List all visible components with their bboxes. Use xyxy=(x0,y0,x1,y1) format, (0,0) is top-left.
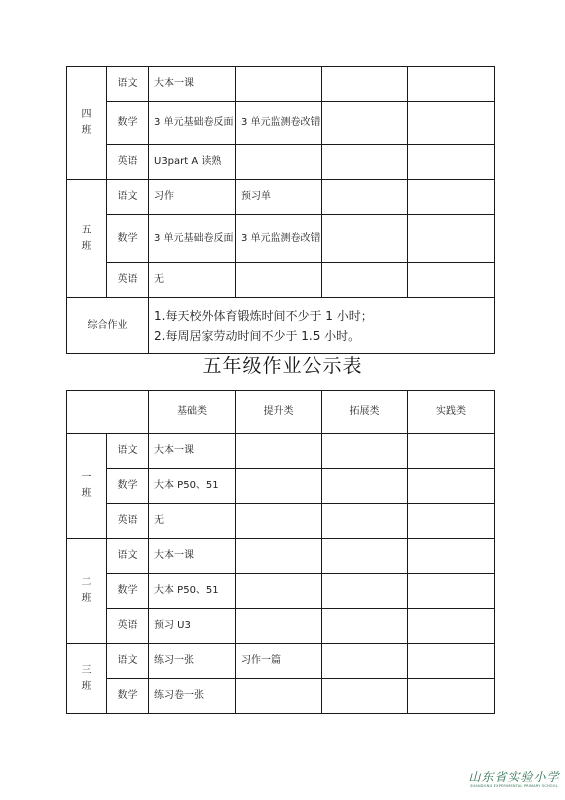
table-row xyxy=(67,644,495,679)
class-label-bottom: 班 xyxy=(81,488,92,499)
extend-cell xyxy=(322,102,408,145)
improve-cell xyxy=(236,679,322,714)
class-label-bottom: 班 xyxy=(81,680,92,692)
subject-cell: 语文 xyxy=(107,539,149,574)
subject-cell: 语文 xyxy=(107,434,149,469)
class-label-5 xyxy=(67,180,107,298)
practice-cell xyxy=(408,145,495,180)
subject-cell: 英语 xyxy=(107,145,149,180)
table-row xyxy=(67,434,495,469)
extend-cell xyxy=(322,263,408,298)
subject-cell: 语文 xyxy=(107,67,149,102)
practice-cell xyxy=(408,539,495,574)
subject-cell: 英语 xyxy=(107,504,149,539)
subject-cell: 语文 xyxy=(107,180,149,215)
subject-cell: 数学 xyxy=(107,102,149,145)
general-homework-content xyxy=(149,298,495,354)
extend-cell xyxy=(322,67,408,102)
extend-cell xyxy=(322,180,408,215)
improve-cell: 习作一篇 xyxy=(236,644,322,679)
column-header: 拓展类 xyxy=(322,391,408,434)
subject-cell: 数学 xyxy=(107,469,149,504)
basic-cell: 大本一课 xyxy=(149,539,236,574)
class-label-top: 二 xyxy=(81,577,92,588)
column-header: 提升类 xyxy=(236,391,322,434)
improve-cell xyxy=(236,145,322,180)
class-label-top: 四 xyxy=(81,109,92,120)
extend-cell xyxy=(322,469,408,504)
extend-cell xyxy=(322,504,408,539)
extend-cell xyxy=(322,434,408,469)
basic-cell: 练习卷一张 xyxy=(149,679,236,714)
table-row xyxy=(67,504,495,539)
subject-cell: 数学 xyxy=(107,679,149,714)
improve-cell xyxy=(236,469,322,504)
extend-cell xyxy=(322,609,408,644)
practice-cell xyxy=(408,679,495,714)
table-row xyxy=(67,180,495,215)
page-title: 五年级作业公示表 xyxy=(202,355,363,377)
basic-cell: 无 xyxy=(149,263,236,298)
improve-cell xyxy=(236,67,322,102)
practice-cell xyxy=(408,434,495,469)
class-label-top: 三 xyxy=(81,664,92,676)
school-name-en: SHANDONG EXPERIMENTAL PRIMARY SCHOOL xyxy=(470,784,558,788)
class-label-bottom: 班 xyxy=(81,593,92,604)
class-label-2 xyxy=(67,539,107,644)
homework-table-continued xyxy=(66,66,495,354)
table-row xyxy=(67,145,495,180)
subject-cell: 英语 xyxy=(107,609,149,644)
column-header: 基础类 xyxy=(149,391,236,434)
improve-cell xyxy=(236,263,322,298)
table-header-row xyxy=(67,391,495,434)
class-label-top: 五 xyxy=(81,224,92,236)
improve-cell: 3 单元监测卷改错 xyxy=(236,215,322,263)
extend-cell xyxy=(322,145,408,180)
table-row xyxy=(67,298,495,354)
school-logo xyxy=(468,770,560,789)
general-homework-line-2: 2.每周居家劳动时间不少于 1.5 小时。 xyxy=(154,328,361,343)
basic-cell: 无 xyxy=(149,504,236,539)
table-row xyxy=(67,215,495,263)
basic-cell: 大本 P50、51 xyxy=(149,574,236,609)
subject-cell: 英语 xyxy=(107,263,149,298)
improve-cell: 3 单元监测卷改错 xyxy=(236,102,322,145)
improve-cell xyxy=(236,504,322,539)
class-label-bottom: 班 xyxy=(81,240,92,252)
extend-cell xyxy=(322,574,408,609)
basic-cell: 3 单元基础卷反面 xyxy=(149,215,236,263)
subject-cell: 数学 xyxy=(107,574,149,609)
extend-cell xyxy=(322,679,408,714)
header-blank xyxy=(67,391,149,434)
table-row xyxy=(67,263,495,298)
improve-cell: 预习单 xyxy=(236,180,322,215)
improve-cell xyxy=(236,434,322,469)
improve-cell xyxy=(236,574,322,609)
practice-cell xyxy=(408,215,495,263)
class-label-bottom: 班 xyxy=(81,125,92,136)
practice-cell xyxy=(408,102,495,145)
table-row xyxy=(67,469,495,504)
extend-cell xyxy=(322,215,408,263)
class-label-top: 一 xyxy=(81,472,92,483)
basic-cell: 大本一课 xyxy=(149,67,236,102)
class-label-1 xyxy=(67,434,107,539)
practice-cell xyxy=(408,609,495,644)
class-label-3 xyxy=(67,644,107,714)
practice-cell xyxy=(408,504,495,539)
extend-cell xyxy=(322,539,408,574)
basic-cell: U3part A 读熟 xyxy=(149,145,236,180)
general-homework-label: 综合作业 xyxy=(67,298,149,354)
practice-cell xyxy=(408,644,495,679)
basic-cell: 大本 P50、51 xyxy=(149,469,236,504)
school-name-cn: 山东省实验小学 xyxy=(468,770,560,784)
class-label-4 xyxy=(67,67,107,180)
practice-cell xyxy=(408,263,495,298)
improve-cell xyxy=(236,539,322,574)
subject-cell: 语文 xyxy=(107,644,149,679)
practice-cell xyxy=(408,574,495,609)
practice-cell xyxy=(408,469,495,504)
column-header: 实践类 xyxy=(408,391,495,434)
basic-cell: 预习 U3 xyxy=(149,609,236,644)
table-row xyxy=(67,67,495,102)
improve-cell xyxy=(236,609,322,644)
basic-cell: 3 单元基础卷反面 xyxy=(149,102,236,145)
table-row xyxy=(67,609,495,644)
basic-cell: 习作 xyxy=(149,180,236,215)
table-row xyxy=(67,539,495,574)
subject-cell: 数学 xyxy=(107,215,149,263)
practice-cell xyxy=(408,67,495,102)
general-homework-line-1: 1.每天校外体育锻炼时间不少于 1 小时； xyxy=(154,308,373,323)
homework-table-grade5 xyxy=(66,390,495,714)
extend-cell xyxy=(322,644,408,679)
basic-cell: 大本一课 xyxy=(149,434,236,469)
table-row xyxy=(67,102,495,145)
practice-cell xyxy=(408,180,495,215)
table-row xyxy=(67,679,495,714)
table-row xyxy=(67,574,495,609)
basic-cell: 练习一张 xyxy=(149,644,236,679)
